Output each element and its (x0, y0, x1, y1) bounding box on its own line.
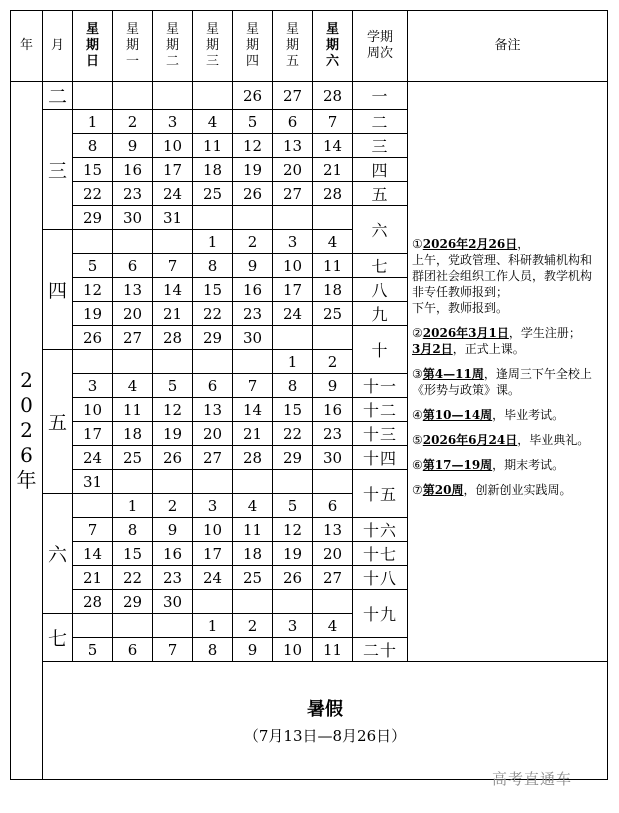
day-cell: 6 (193, 374, 233, 398)
day-cell (73, 82, 113, 110)
day-cell: 10 (273, 638, 313, 662)
month-header: 月 (43, 11, 73, 82)
day-cell: 27 (273, 82, 313, 110)
day-cell: 12 (273, 518, 313, 542)
day-cell: 24 (153, 182, 193, 206)
day-cell: 3 (193, 494, 233, 518)
day-cell: 11 (113, 398, 153, 422)
day-cell: 16 (313, 398, 353, 422)
day-cell: 7 (153, 638, 193, 662)
week-number: 五 (353, 182, 408, 206)
vacation-title: 暑假 (307, 699, 343, 720)
week-number: 十七 (353, 542, 408, 566)
day-cell: 13 (193, 398, 233, 422)
week-number: 二 (353, 110, 408, 134)
day-cell: 9 (233, 638, 273, 662)
day-cell: 13 (313, 518, 353, 542)
day-cell: 20 (113, 302, 153, 326)
day-cell: 14 (153, 278, 193, 302)
tuesday-header: 星 期 二 (153, 11, 193, 82)
note-6: ⑥第17—19周，期末考试。 (412, 458, 565, 472)
week-number: 九 (353, 302, 408, 326)
day-cell: 13 (113, 278, 153, 302)
day-cell: 28 (313, 82, 353, 110)
week-number-header: 学期 周次 (353, 11, 408, 82)
day-cell: 28 (233, 446, 273, 470)
day-cell: 8 (193, 638, 233, 662)
day-cell: 12 (153, 398, 193, 422)
week-number: 八 (353, 278, 408, 302)
day-cell: 12 (233, 134, 273, 158)
day-cell: 3 (73, 374, 113, 398)
day-cell: 8 (193, 254, 233, 278)
day-cell (73, 230, 113, 254)
note-5: ⑤2026年6月24日，毕业典礼。 (412, 433, 590, 447)
day-cell (153, 350, 193, 374)
day-cell: 17 (73, 422, 113, 446)
watermark-text: 高考直通车 (492, 770, 573, 788)
day-cell: 1 (193, 614, 233, 638)
day-cell: 21 (73, 566, 113, 590)
week-number: 三 (353, 134, 408, 158)
notes-cell (408, 82, 608, 662)
day-cell: 14 (313, 134, 353, 158)
day-cell: 9 (313, 374, 353, 398)
day-cell: 8 (73, 134, 113, 158)
day-cell: 24 (273, 302, 313, 326)
day-cell: 5 (233, 110, 273, 134)
day-cell: 22 (113, 566, 153, 590)
day-cell (73, 350, 113, 374)
day-cell: 11 (313, 254, 353, 278)
week-number: 十三 (353, 422, 408, 446)
day-cell (313, 470, 353, 494)
day-cell: 23 (313, 422, 353, 446)
day-cell: 2 (313, 350, 353, 374)
day-cell: 2 (233, 230, 273, 254)
day-cell (233, 470, 273, 494)
day-cell: 18 (193, 158, 233, 182)
day-cell: 21 (153, 302, 193, 326)
day-cell: 27 (113, 326, 153, 350)
wednesday-header: 星 期 三 (193, 11, 233, 82)
day-cell: 4 (113, 374, 153, 398)
day-cell: 28 (313, 182, 353, 206)
day-cell (273, 206, 313, 230)
day-cell (113, 614, 153, 638)
day-cell (233, 350, 273, 374)
day-cell: 5 (73, 638, 113, 662)
day-cell: 29 (193, 326, 233, 350)
day-cell (153, 470, 193, 494)
day-cell: 27 (273, 182, 313, 206)
day-cell: 20 (193, 422, 233, 446)
day-cell: 2 (113, 110, 153, 134)
day-cell: 9 (233, 254, 273, 278)
day-cell (233, 206, 273, 230)
day-cell: 11 (193, 134, 233, 158)
week-number: 十五 (353, 470, 408, 518)
day-cell (193, 206, 233, 230)
day-cell: 12 (73, 278, 113, 302)
day-cell: 25 (113, 446, 153, 470)
day-cell: 6 (273, 110, 313, 134)
month-feb: 二 (43, 82, 73, 110)
day-cell: 13 (273, 134, 313, 158)
day-cell: 28 (153, 326, 193, 350)
day-cell (273, 590, 313, 614)
day-cell: 27 (313, 566, 353, 590)
note-3: ③第4—11周，逢周三下午全校上《形势与政策》课。 (412, 367, 592, 397)
sunday-header: 星 期 日 (73, 11, 113, 82)
day-cell: 30 (113, 206, 153, 230)
day-cell: 23 (233, 302, 273, 326)
day-cell: 22 (273, 422, 313, 446)
day-cell: 23 (153, 566, 193, 590)
day-cell: 15 (273, 398, 313, 422)
day-cell: 17 (153, 158, 193, 182)
note-2: ②2026年3月1日，学生注册； 3月2日，正式上课。 (412, 326, 581, 356)
day-cell: 18 (313, 278, 353, 302)
day-cell: 1 (73, 110, 113, 134)
day-cell: 19 (273, 542, 313, 566)
day-cell (193, 470, 233, 494)
day-cell: 31 (73, 470, 113, 494)
vacation-cell (43, 662, 608, 780)
day-cell: 19 (233, 158, 273, 182)
day-cell: 3 (153, 110, 193, 134)
day-cell (73, 494, 113, 518)
note-7: ⑦第20周，创新创业实践周。 (412, 483, 572, 497)
day-cell: 4 (313, 230, 353, 254)
day-cell (153, 230, 193, 254)
day-cell: 9 (113, 134, 153, 158)
day-cell: 19 (153, 422, 193, 446)
month-jun: 六 (43, 494, 73, 614)
month-may: 五 (43, 350, 73, 494)
day-cell: 10 (73, 398, 113, 422)
day-cell: 17 (193, 542, 233, 566)
day-cell: 17 (273, 278, 313, 302)
day-cell (193, 82, 233, 110)
day-cell: 10 (153, 134, 193, 158)
day-cell: 3 (273, 614, 313, 638)
month-apr: 四 (43, 230, 73, 350)
week-number: 十一 (353, 374, 408, 398)
day-cell: 27 (193, 446, 233, 470)
day-cell: 18 (113, 422, 153, 446)
day-cell: 21 (233, 422, 273, 446)
monday-header: 星 期 一 (113, 11, 153, 82)
week-number: 二十 (353, 638, 408, 662)
day-cell: 8 (273, 374, 313, 398)
day-cell: 8 (113, 518, 153, 542)
day-cell: 15 (113, 542, 153, 566)
day-cell: 14 (233, 398, 273, 422)
week-number: 七 (353, 254, 408, 278)
note-4: ④第10—14周，毕业考试。 (412, 408, 565, 422)
day-cell: 18 (233, 542, 273, 566)
day-cell (313, 590, 353, 614)
day-cell: 26 (273, 566, 313, 590)
day-cell: 25 (233, 566, 273, 590)
day-cell (113, 82, 153, 110)
friday-header: 星 期 五 (273, 11, 313, 82)
day-cell: 10 (193, 518, 233, 542)
day-cell: 29 (73, 206, 113, 230)
day-cell: 26 (153, 446, 193, 470)
day-cell (153, 82, 193, 110)
day-cell: 4 (193, 110, 233, 134)
day-cell: 20 (313, 542, 353, 566)
day-cell: 30 (233, 326, 273, 350)
day-cell (273, 326, 313, 350)
day-cell: 2 (233, 614, 273, 638)
day-cell: 14 (73, 542, 113, 566)
day-cell: 7 (233, 374, 273, 398)
day-cell: 28 (73, 590, 113, 614)
day-cell: 3 (273, 230, 313, 254)
day-cell: 9 (153, 518, 193, 542)
day-cell: 24 (193, 566, 233, 590)
day-cell: 29 (273, 446, 313, 470)
day-cell: 1 (193, 230, 233, 254)
month-mar: 三 (43, 110, 73, 230)
week-number: 十六 (353, 518, 408, 542)
day-cell: 25 (313, 302, 353, 326)
header-row (11, 11, 608, 82)
day-cell: 22 (193, 302, 233, 326)
day-cell: 15 (193, 278, 233, 302)
day-cell: 10 (273, 254, 313, 278)
year-header: 年 (11, 11, 43, 82)
day-cell: 30 (153, 590, 193, 614)
saturday-header: 星 期 六 (313, 11, 353, 82)
semester-calendar-table (10, 10, 608, 780)
day-cell (313, 326, 353, 350)
day-cell: 15 (73, 158, 113, 182)
day-cell: 19 (73, 302, 113, 326)
day-cell (153, 614, 193, 638)
day-cell: 26 (233, 182, 273, 206)
day-cell: 7 (73, 518, 113, 542)
day-cell: 1 (113, 494, 153, 518)
day-cell: 5 (73, 254, 113, 278)
day-cell: 1 (273, 350, 313, 374)
vacation-dates: （7月13日—8月26日） (243, 727, 407, 745)
day-cell: 23 (113, 182, 153, 206)
week-number: 十九 (353, 590, 408, 638)
day-cell: 11 (233, 518, 273, 542)
day-cell (113, 230, 153, 254)
month-jul: 七 (43, 614, 73, 662)
year-label: 2 0 2 6 年 (11, 82, 43, 780)
day-cell: 5 (273, 494, 313, 518)
day-cell: 7 (153, 254, 193, 278)
day-cell (113, 470, 153, 494)
day-cell (233, 590, 273, 614)
week-number: 十二 (353, 398, 408, 422)
day-cell: 25 (193, 182, 233, 206)
day-cell: 24 (73, 446, 113, 470)
day-cell: 31 (153, 206, 193, 230)
week-number: 四 (353, 158, 408, 182)
table-row (11, 82, 608, 110)
day-cell (113, 350, 153, 374)
day-cell: 16 (113, 158, 153, 182)
week-number: 一 (353, 82, 408, 110)
day-cell: 11 (313, 638, 353, 662)
day-cell (73, 614, 113, 638)
day-cell: 29 (113, 590, 153, 614)
day-cell: 7 (313, 110, 353, 134)
notes-header: 备注 (408, 11, 608, 82)
day-cell: 26 (73, 326, 113, 350)
day-cell: 4 (233, 494, 273, 518)
day-cell: 22 (73, 182, 113, 206)
day-cell: 6 (113, 254, 153, 278)
week-number: 六 (353, 206, 408, 254)
week-number: 十八 (353, 566, 408, 590)
day-cell: 2 (153, 494, 193, 518)
day-cell: 4 (313, 614, 353, 638)
day-cell (193, 350, 233, 374)
day-cell: 16 (153, 542, 193, 566)
day-cell: 5 (153, 374, 193, 398)
day-cell: 16 (233, 278, 273, 302)
thursday-header: 星 期 四 (233, 11, 273, 82)
week-number: 十 (353, 326, 408, 374)
day-cell (193, 590, 233, 614)
day-cell: 26 (233, 82, 273, 110)
day-cell: 30 (313, 446, 353, 470)
day-cell: 21 (313, 158, 353, 182)
day-cell (273, 470, 313, 494)
day-cell: 20 (273, 158, 313, 182)
day-cell: 6 (313, 494, 353, 518)
day-cell (313, 206, 353, 230)
vacation-row (11, 662, 608, 780)
week-number: 十四 (353, 446, 408, 470)
note-1: ①2026年2月26日， 上午，党政管理、科研教辅机构和群团社会组织工作人员，教学机构非专任教师报到； 下午，教师报到。 (412, 237, 593, 315)
day-cell: 6 (113, 638, 153, 662)
